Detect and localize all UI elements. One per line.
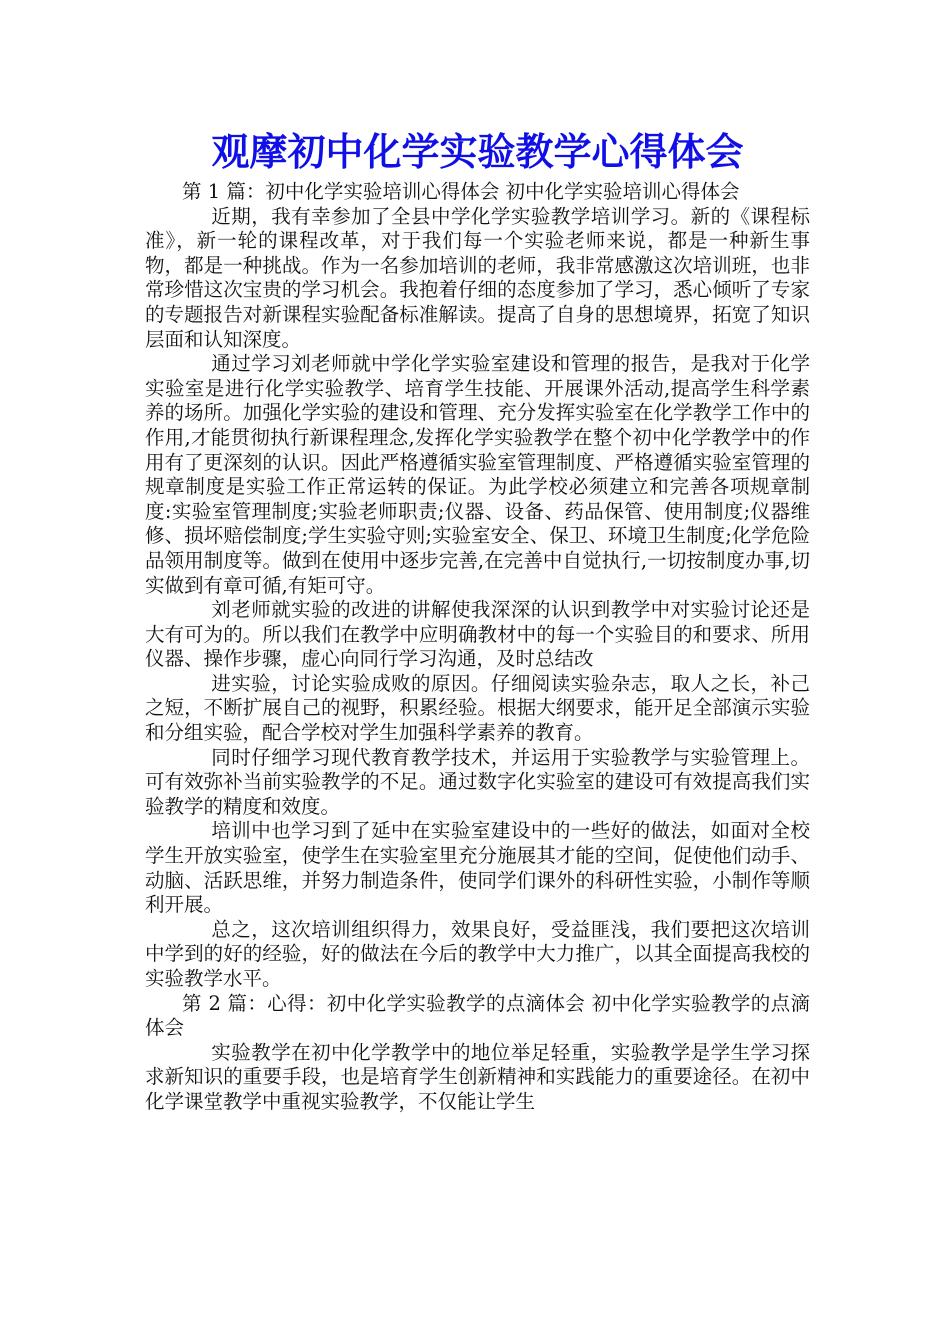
- section-1-paragraph-7: 总之，这次培训组织得力，效果良好，受益匪浅，我们要把这次培训中学到的好的经验，好的做法在今后的教学中大力推广，以其全面提高我校的实验教学水平。: [145, 917, 810, 990]
- section-1-paragraph-1: 近期，我有幸参加了全县中学化学实验教学培训学习。新的《课程标准》，新一轮的课程改革，对于我们每一个实验老师来说，都是一种新生事物，都是一种挑战。作为一名参加培训的老师，我非常感激这次培训班，也非常珍惜这次宝贵的学习机会。我抱着仔细的态度参加了学习，悉心倾听了专家的专题报告对新课程实验配备标准解读。提高了自身的思想境界，拓宽了知识层面和认知深度。: [145, 204, 810, 351]
- document-body: [145, 124, 810, 1115]
- section-1-paragraph-5: 同时仔细学习现代教育教学技术，并运用于实验教学与实验管理上。可有效弥补当前实验教学的不足。通过数字化实验室的建设可有效提高我们实验教学的精度和效度。: [145, 745, 810, 818]
- document-title: 观摩初中化学实验教学心得体会: [211, 129, 744, 174]
- section-1-paragraph-6: 培训中也学习到了延中在实验室建设中的一些好的做法，如面对全校学生开放实验室，使学生在实验室里充分施展其才能的空间，促使他们动手、动脑、活跃思维，并努力制造条件，使同学们课外的科研性实验，小制作等顺利开展。: [145, 819, 810, 917]
- section-1-paragraph-3: 刘老师就实验的改进的讲解使我深深的认识到教学中对实验讨论还是大有可为的。所以我们在教学中应明确教材中的每一个实验目的和要求、所用仪器、操作步骤，虚心向同行学习沟通，及时总结改: [145, 598, 810, 671]
- section-1-paragraph-4: 进实验，讨论实验成败的原因。仔细阅读实验杂志，取人之长，补己之短，不断扩展自己的视野，积累经验。根据大纲要求，能开足全部演示实验和分组实验，配合学校对学生加强科学素养的教育。: [145, 671, 810, 745]
- section-1-heading: 第 1 篇：初中化学实验培训心得体会 初中化学实验培训心得体会: [182, 180, 740, 203]
- section-2-paragraph-1: 实验教学在初中化学教学中的地位举足轻重，实验教学是学生学习探求新知识的重要手段，也是培育学生创新精神和实践能力的重要途径。在初中化学课堂教学中重视实验教学，不仅能让学生: [145, 1040, 810, 1113]
- section-2-heading: 第 2 篇：心得：初中化学实验教学的点滴体会 初中化学实验教学的点滴体会: [145, 991, 810, 1040]
- section-1-paragraph-2: 通过学习刘老师就中学化学实验室建设和管理的报告，是我对于化学实验室是进行化学实验教学、培育学生技能、开展课外活动,提高学生科学素养的场所。加强化学实验的建设和管理、充分发挥实验室在化学教学工作中的作用,才能贯彻执行新课程理念,发挥化学实验教学在整个初中化学教学中的作用有了更深刻的认识。因此严格遵循实验室管理制度、严格遵循实验室管理的规章制度是实验工作正常运转的保证。为此学校必须建立和完善各项规章制度:实验室管理制度;实验老师职责;仪器、设备、药品保管、使用制度;仪器维修、损坏赔偿制度;学生实验守则;实验室安全、保卫、环境卫生制度;化学危险品领用制度等。做到在使用中逐步完善,在完善中自觉执行,一切按制度办事,切实做到有章可循,有矩可守。: [145, 352, 810, 597]
